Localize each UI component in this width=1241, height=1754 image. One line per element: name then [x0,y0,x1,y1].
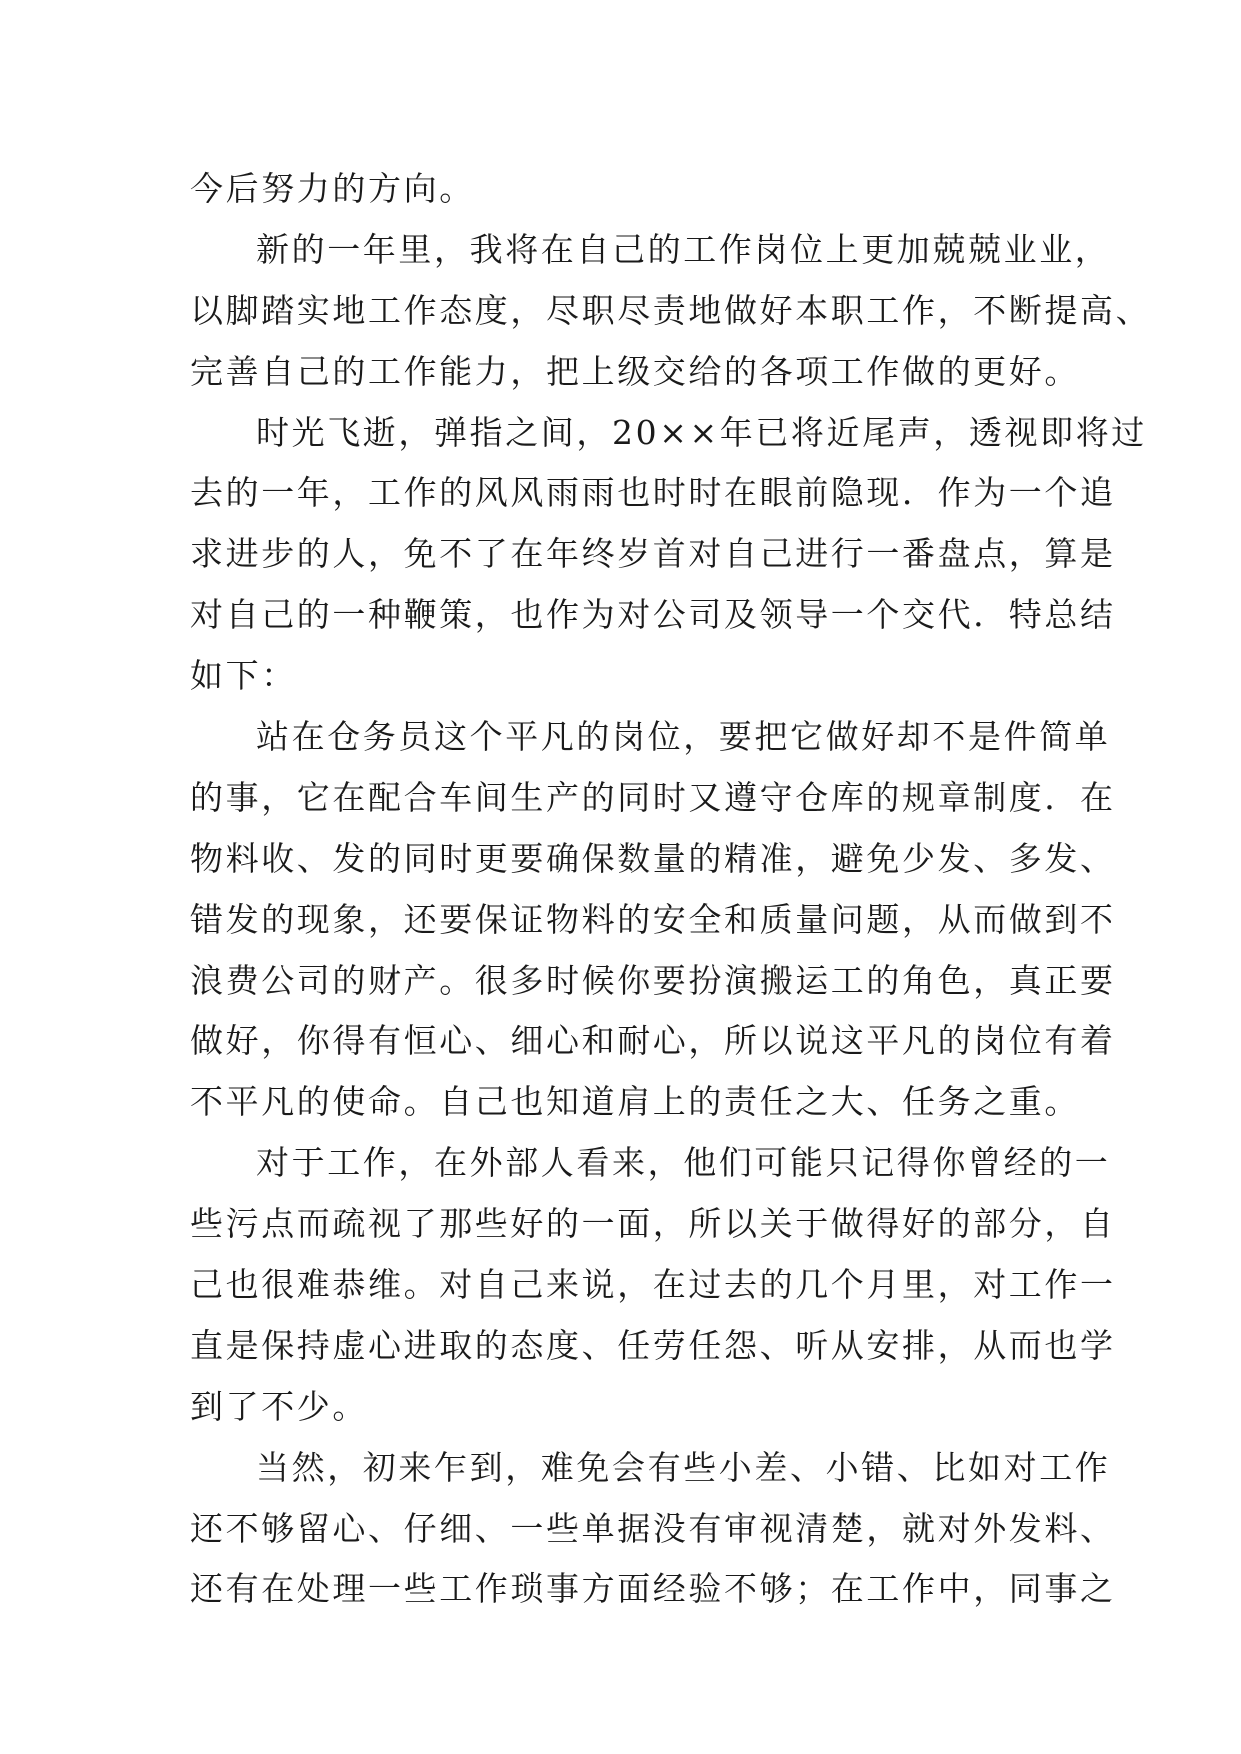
paragraph-first-line: 时光飞逝，弹指之间，20××年已将近尾声，透视即将过 [256,412,1147,452]
paragraph-first-line: 新的一年里，我将在自己的工作岗位上更加兢兢业业， [256,229,1111,269]
text-line: 直是保持虚心进取的态度、任劳任怨、听从安排，从而也学 [190,1325,1116,1365]
text-line: 到了不少。 [190,1386,368,1426]
text-line: 如下： [190,656,297,696]
text-line: 求进步的人，免不了在年终岁首对自己进行一番盘点，算是 [190,534,1116,574]
text-line: 还不够留心、仔细、一些单据没有审视清楚，就对外发料、 [190,1508,1116,1548]
text-line: 浪费公司的财产。很多时候你要扮演搬运工的角色，真正要 [190,960,1116,1000]
text-line: 些污点而疏视了那些好的一面，所以关于做得好的部分，自 [190,1204,1116,1244]
paragraph-first-line: 对于工作，在外部人看来，他们可能只记得你曾经的一 [256,1143,1111,1183]
text-line: 错发的现象，还要保证物料的安全和质量问题，从而做到不 [190,899,1116,939]
text-line: 不平凡的使命。自己也知道肩上的责任之大、任务之重。 [190,1082,1080,1122]
text-line: 今后努力的方向。 [190,169,475,208]
document-body [190,159,1152,1620]
text-line: 物料收、发的同时更要确保数量的精准，避免少发、多发、 [190,838,1116,878]
paragraph-first-line: 站在仓务员这个平凡的岗位，要把它做好却不是件简单 [256,717,1111,757]
text-line: 去的一年，工作的风风雨雨也时时在眼前隐现．作为一个追 [190,473,1116,513]
text-line: 己也很难恭维。对自己来说，在过去的几个月里，对工作一 [190,1265,1116,1305]
text-line: 对自己的一种鞭策，也作为对公司及领导一个交代．特总结 [190,595,1116,635]
text-line: 的事，它在配合车间生产的同时又遵守仓库的规章制度．在 [190,777,1116,817]
text-line: 还有在处理一些工作琐事方面经验不够；在工作中，同事之 [190,1569,1116,1609]
text-line: 完善自己的工作能力，把上级交给的各项工作做的更好。 [190,351,1080,391]
paragraph-first-line: 当然，初来乍到，难免会有些小差、小错、比如对工作 [256,1447,1111,1487]
text-line: 以脚踏实地工作态度，尽职尽责地做好本职工作，不断提高、 [190,290,1152,330]
text-line: 做好，你得有恒心、细心和耐心，所以说这平凡的岗位有着 [190,1021,1116,1061]
